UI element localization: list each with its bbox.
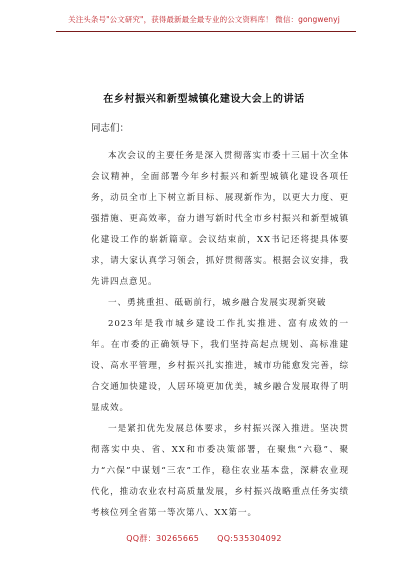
paragraph-rural-revitalization: 一是紧扣优先发展总体要求，乡村振兴深入推进。坚决贯彻落实中央、省、XX和市委决策部署，在聚焦“六稳”、聚力“六保”中谋划“三农”工作，稳住农业基本盘，深耕农业现代化，推动农业农村高质量发展，乡村振兴战略重点任务实绩考核位列全省第一等次第八、XX第一。 [91,424,349,518]
footer-qq-contact: QQ:535304092 [217,534,282,543]
footer-qq-group: QQ群：30265665 [126,534,200,543]
document-title: 在乡村振兴和新型城镇化建设大会上的讲话 [103,94,305,105]
paragraph-2023-summary: 2023年是我市城乡建设工作扎实推进、富有成效的一年。在市委的正确领导下，我们坚持高起点规划、高标准建设、高水平管理，乡村振兴扎实推进，城市功能愈发完善，综合交通加快建设，人居环境更加优美，城乡融合发展取得了明显成效。 [91,319,349,413]
document-body [91,118,349,524]
section-heading-one: 一、勇挑重担、砥砺前行，城乡融合发展实现新突破 [108,298,327,308]
header-divider [56,31,356,32]
header-promo-note: 关注头条号"公文研究"，获得最新最全最专业的公文资料库！ 微信：gongwenyj [68,15,340,24]
salutation: 同志们： [91,123,130,134]
paragraph-intro: 本次会议的主要任务是深入贯彻落实市委十三届十次全体会议精神，全面部署今年乡村振兴和新型城镇化建设各项任务，动员全市上下树立新目标、展现新作为，以更大力度、更强措施、更高效率，奋力谱写新时代全市乡村振兴和新型城镇化建设工作的崭新篇章。会议结束前，XX书记还将提具体要求，请大家认真学习领会，抓好贯彻落实。根据会议安排，我先讲四点意见。 [91,151,349,287]
footer-contact [0,533,408,544]
